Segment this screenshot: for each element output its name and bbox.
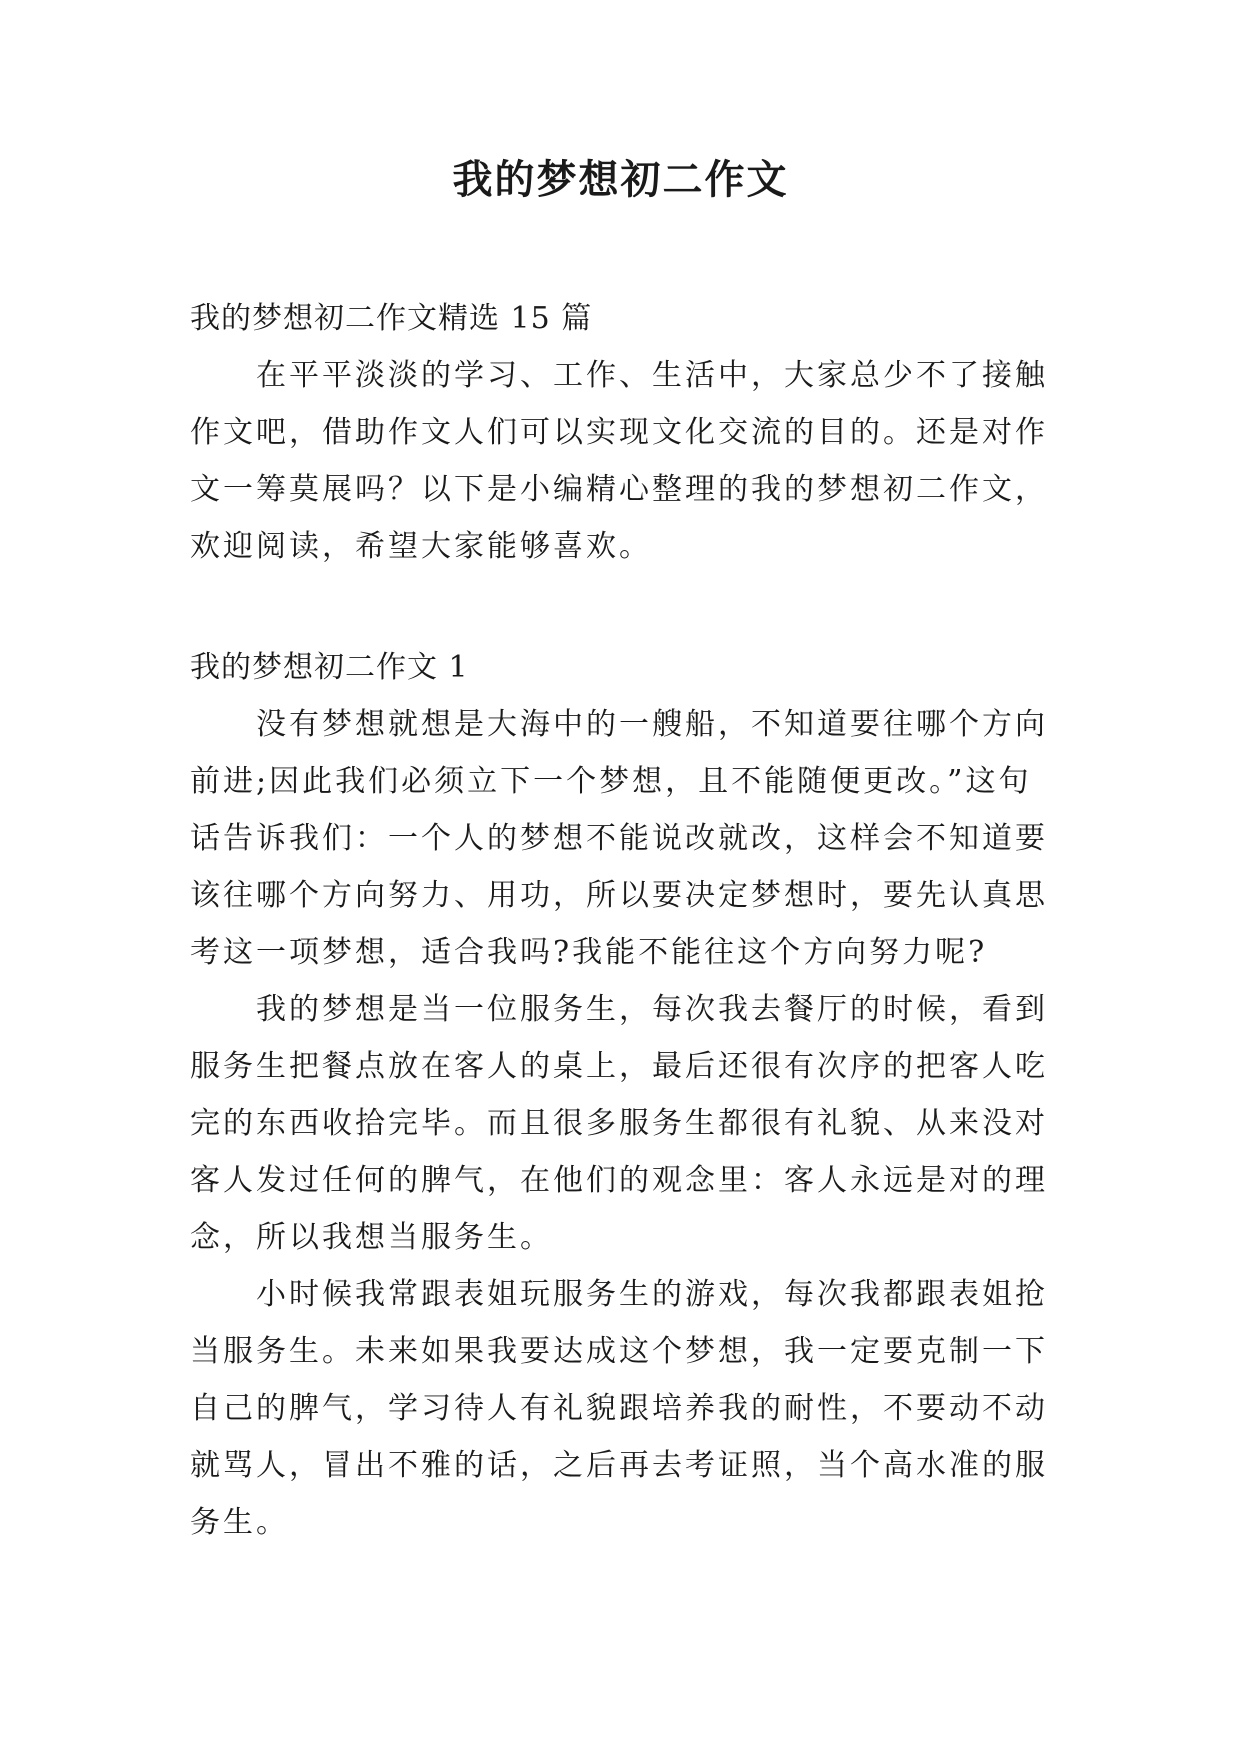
paragraph-line: 就骂人，冒出不雅的话，之后再去考证照，当个高水准的服 [190, 1448, 1048, 1483]
paragraph-line: 前进;因此我们必须立下一个梦想，且不能随便更改。”这句 [190, 764, 1032, 799]
section-gap [190, 575, 1070, 639]
intro-line: 在平平淡淡的学习、工作、生活中，大家总少不了接触 [256, 358, 1048, 393]
paragraph-3 [190, 1266, 1070, 1551]
paragraph-line: 当服务生。未来如果我要达成这个梦想，我一定要克制一下 [190, 1334, 1048, 1369]
paragraph-line: 完的东西收拾完毕。而且很多服务生都很有礼貌、从来没对 [190, 1106, 1048, 1141]
paragraph-line: 考这一项梦想，适合我吗?我能不能往这个方向努力呢? [190, 935, 988, 970]
paragraph-line: 服务生把餐点放在客人的桌上，最后还很有次序的把客人吃 [190, 1049, 1048, 1084]
paragraph-line: 小时候我常跟表姐玩服务生的游戏，每次我都跟表姐抢 [256, 1277, 1048, 1312]
paragraph-line: 该往哪个方向努力、用功，所以要决定梦想时，要先认真思 [190, 878, 1048, 913]
paragraph-2 [190, 981, 1070, 1266]
paragraph-1 [190, 696, 1070, 981]
document-body [190, 290, 1070, 1551]
paragraph-line: 我的梦想是当一位服务生，每次我去餐厅的时候，看到 [256, 992, 1048, 1027]
paragraph-line: 务生。 [190, 1505, 289, 1540]
paragraph-line: 客人发过任何的脾气，在他们的观念里：客人永远是对的理 [190, 1163, 1048, 1198]
intro-line: 作文吧，借助作文人们可以实现文化交流的目的。还是对作 [190, 415, 1048, 450]
intro-paragraph [190, 347, 1070, 575]
subtitle: 我的梦想初二作文精选 15 篇 [190, 301, 593, 336]
intro-line: 欢迎阅读，希望大家能够喜欢。 [190, 529, 652, 564]
paragraph-line: 话告诉我们：一个人的梦想不能说改就改，这样会不知道要 [190, 821, 1048, 856]
paragraph-line: 念，所以我想当服务生。 [190, 1220, 553, 1255]
intro-line: 文一筹莫展吗？以下是小编精心整理的我的梦想初二作文， [190, 472, 1048, 507]
paragraph-line: 没有梦想就想是大海中的一艘船，不知道要往哪个方向 [256, 707, 1048, 742]
paragraph-line: 自己的脾气，学习待人有礼貌跟培养我的耐性，不要动不动 [190, 1391, 1048, 1426]
section-heading: 我的梦想初二作文 1 [190, 650, 469, 685]
document-title: 我的梦想初二作文 [452, 156, 789, 203]
